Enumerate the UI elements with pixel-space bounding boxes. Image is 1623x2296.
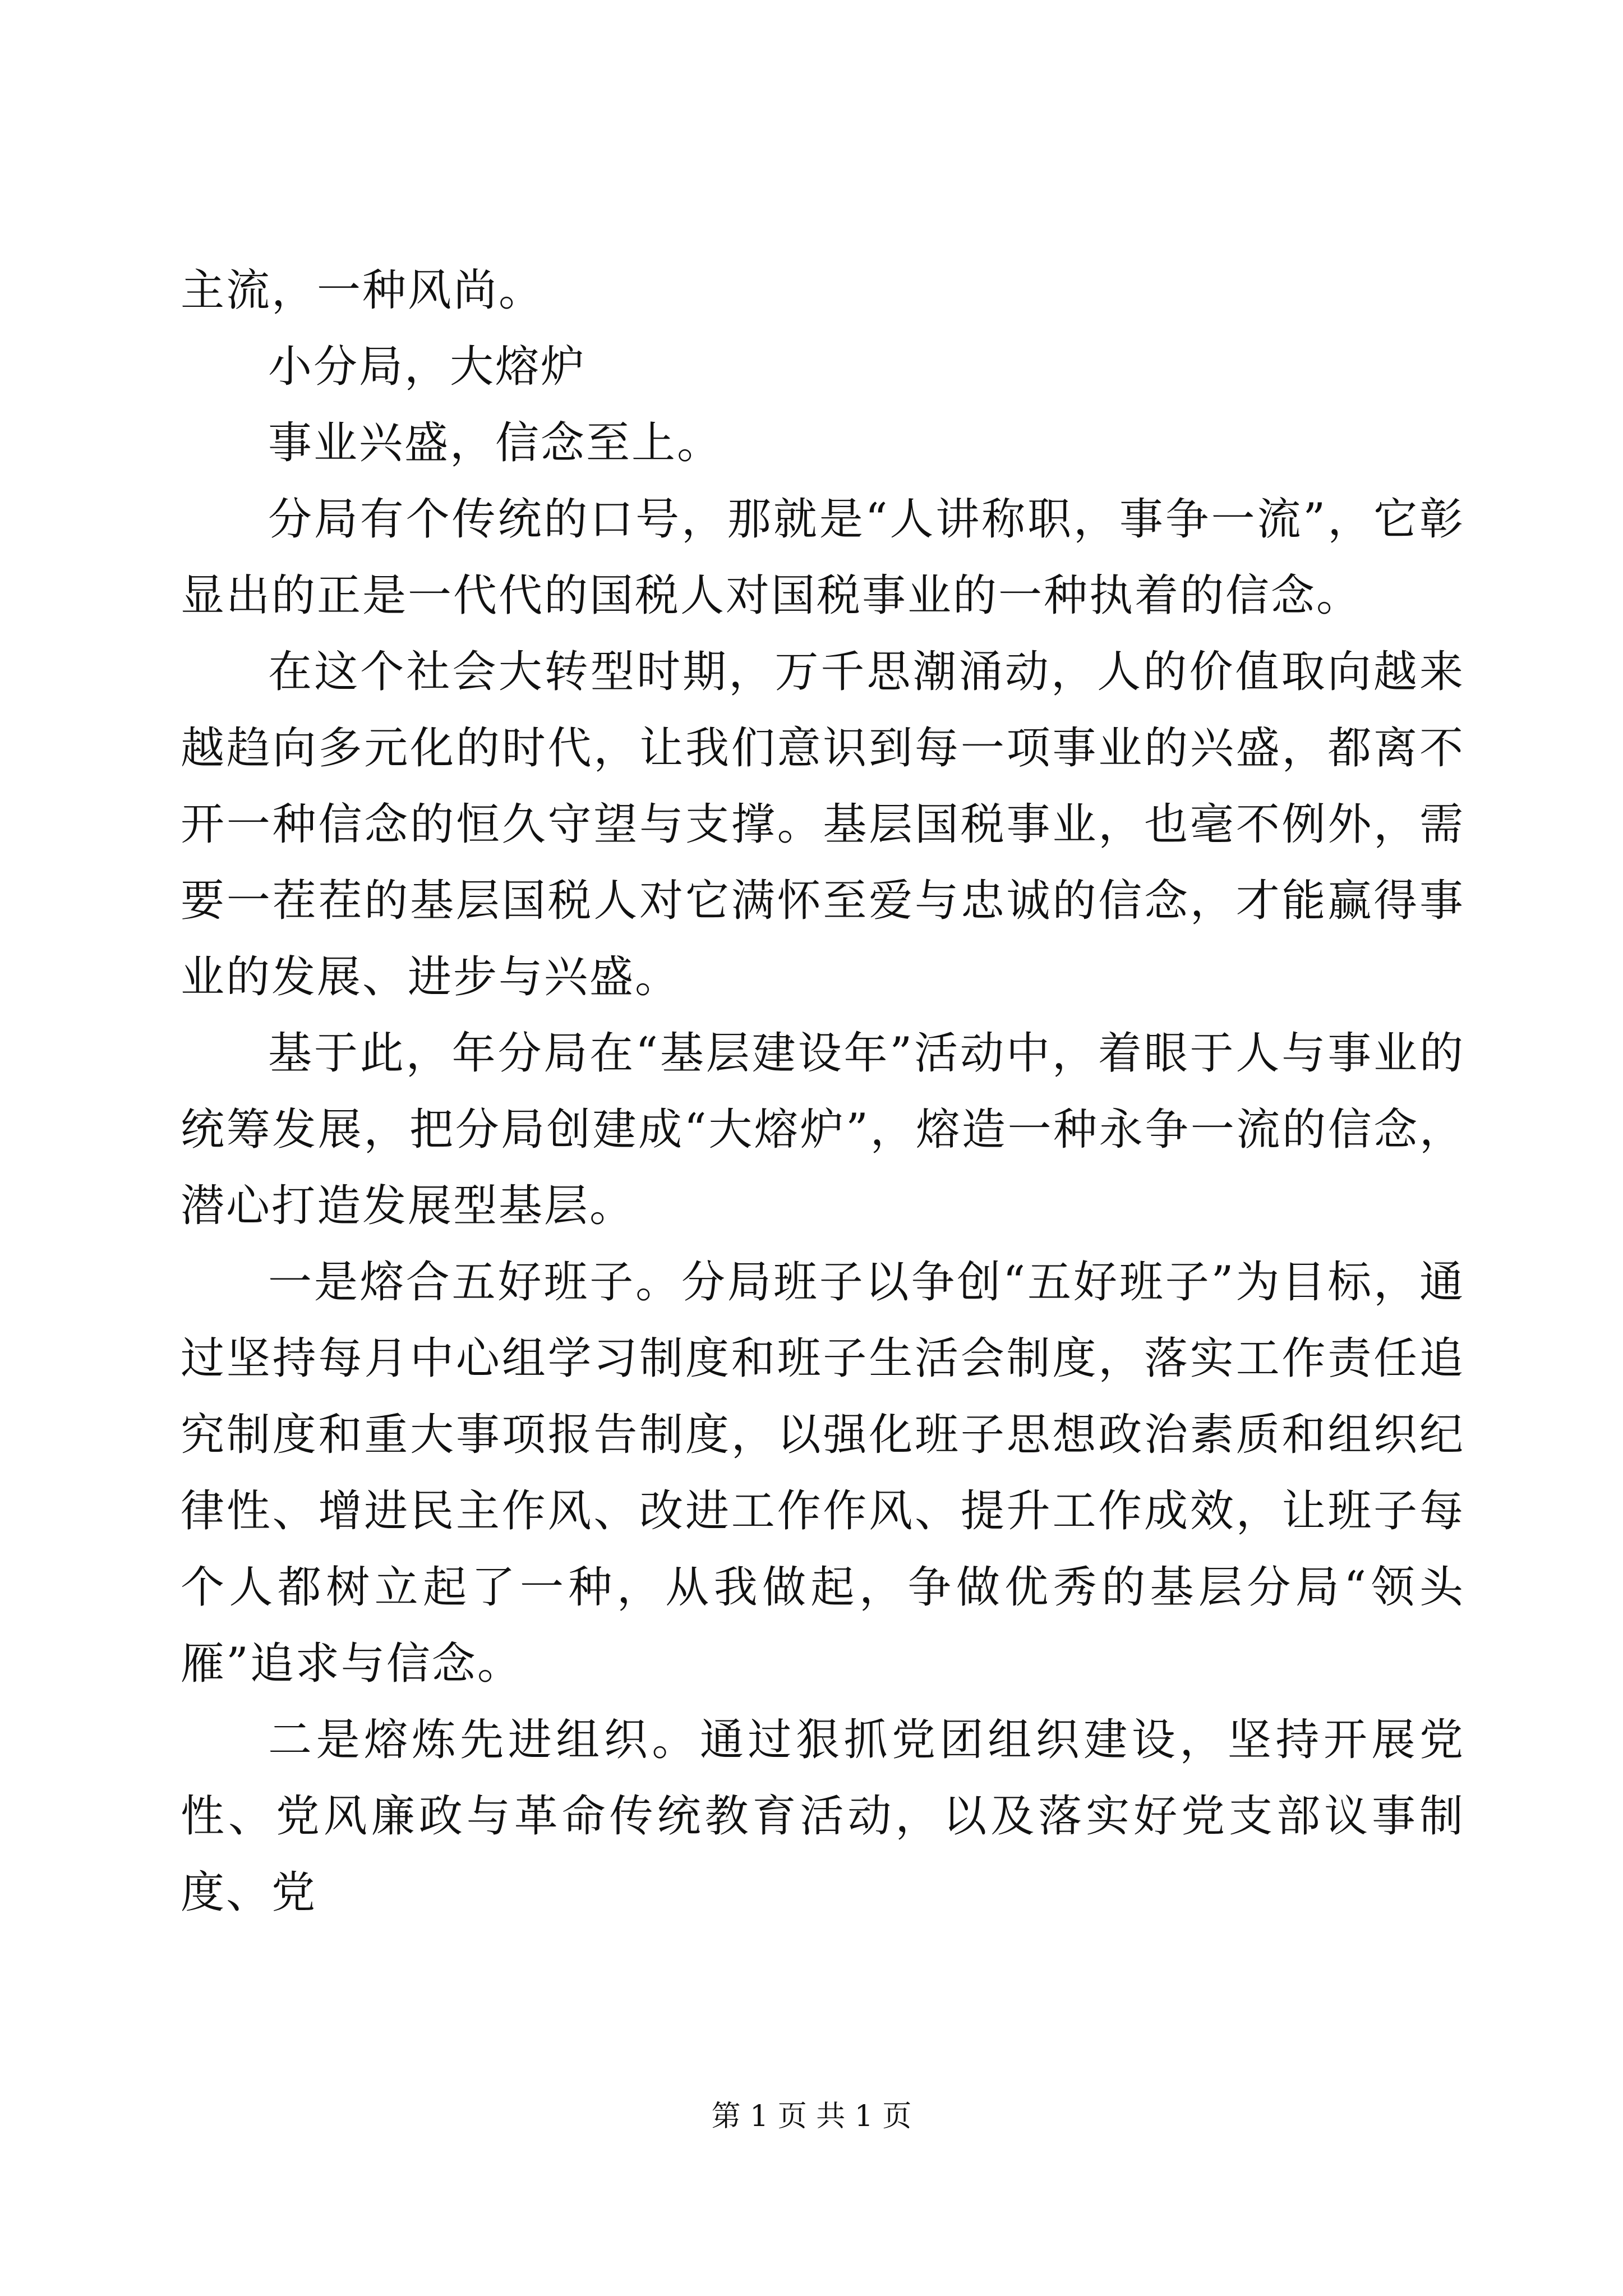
document-body <box>181 252 1465 1931</box>
paragraph-4: 分局有个传统的口号，那就是“人讲称职，事争一流”，它彰显出的正是一代代的国税人对国税事业的一种执着的信念。 <box>181 494 1465 621</box>
paragraph-6: 基于此，年分局在“基层建设年”活动中，着眼于人与事业的统筹发展，把分局创建成“大熔炉”，熔造一种永争一流的信念，潜心打造发展型基层。 <box>181 1028 1465 1231</box>
paragraph-7: 一是熔合五好班子。分局班子以争创“五好班子”为目标，通过坚持每月中心组学习制度和班子生活会制度，落实工作责任追究制度和重大事项报告制度，以强化班子思想政治素质和组织纪律性、增进民主作风、改进工作作风、提升工作成效，让班子每个人都树立起了一种，从我做起，争做优秀的基层分局“领头雁”追求与信念。 <box>181 1257 1465 1689</box>
paragraph-2: 小分局，大熔炉 <box>268 342 587 392</box>
paragraph-8: 二是熔炼先进组织。通过狠抓党团组织建设，坚持开展党性、党风廉政与革命传统教育活动，以及落实好党支部议事制度、党 <box>181 1715 1465 1918</box>
page-footer: 第 1 页 共 1 页 <box>711 2100 912 2133</box>
paragraph-1: 主流，一种风尚。 <box>181 265 545 316</box>
paragraph-5: 在这个社会大转型时期，万千思潮涌动，人的价值取向越来越趋向多元化的时代，让我们意识到每一项事业的兴盛，都离不开一种信念的恒久守望与支撑。基层国税事业，也毫不例外，需要一茬茬的基层国税人对它满怀至爱与忠诚的信念，才能赢得事业的发展、进步与兴盛。 <box>181 647 1465 1002</box>
paragraph-3: 事业兴盛，信念至上。 <box>268 418 723 468</box>
